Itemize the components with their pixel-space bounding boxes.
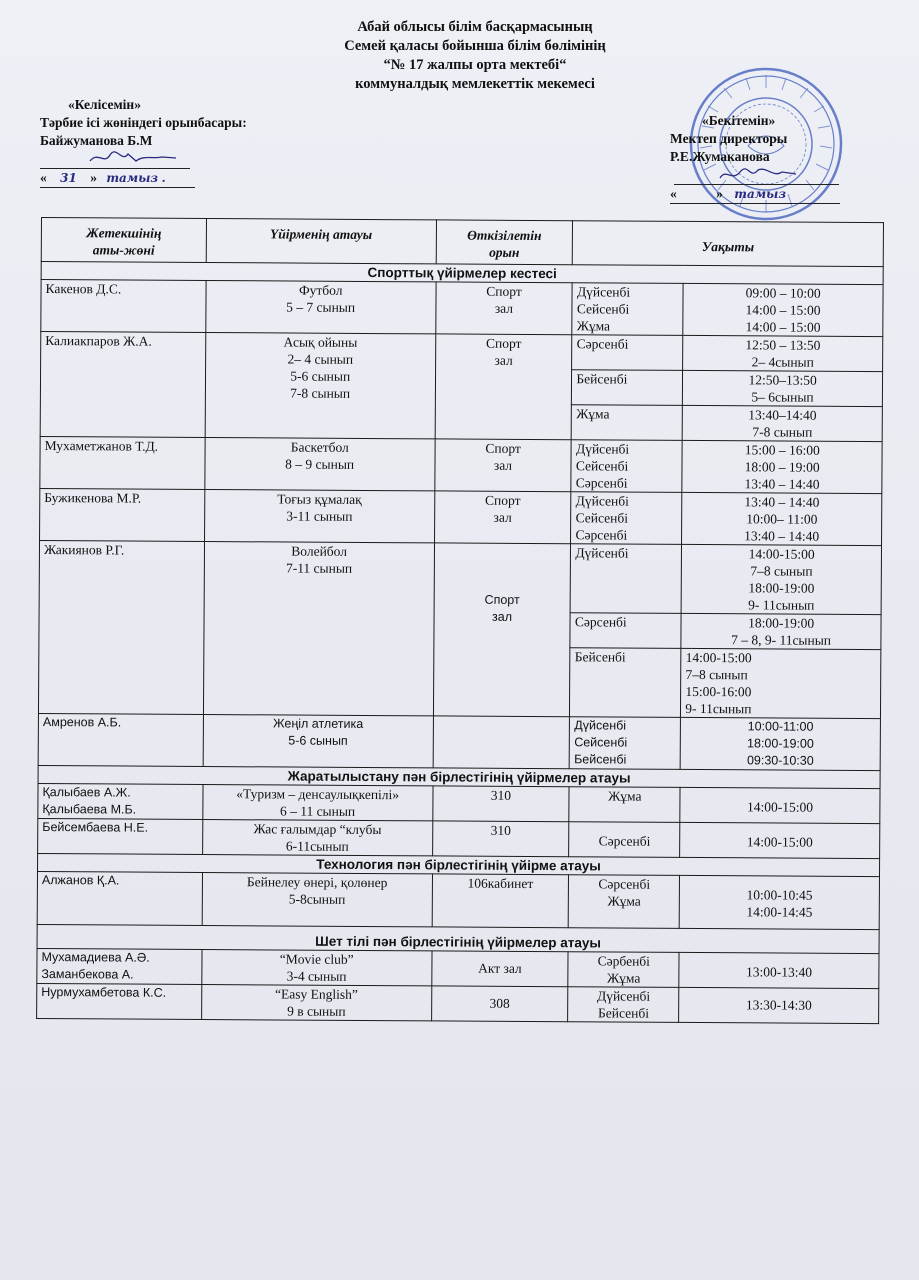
leader-cell: Какенов Д.С. bbox=[41, 280, 206, 333]
days-cell: Бейсенбі bbox=[572, 370, 683, 406]
time-cell: 13:30-14:30 bbox=[679, 987, 879, 1023]
days-cell: Дүйсенбі bbox=[571, 544, 682, 614]
table-row bbox=[39, 540, 881, 614]
deputy-date: « 31 » тамыз . bbox=[40, 169, 195, 188]
director-name: Р.Е.Жумаканова bbox=[670, 149, 770, 164]
date-month: тамыз bbox=[106, 171, 159, 185]
days-cell: Бейсенбі bbox=[570, 648, 681, 718]
club-cell: Бейнелеу өнері, қолөнер 5-8сынып bbox=[202, 872, 432, 926]
place-cell bbox=[433, 716, 570, 769]
leader-cell: Амренов А.Б. bbox=[38, 713, 203, 766]
days-cell: Дүйсенбі Сейсенбі Сәрсенбі bbox=[571, 440, 682, 493]
club-cell: Жас ғалымдар “клубы 6-11сынып bbox=[202, 819, 432, 855]
days-cell: Дүйсенбі Сейсенбі Жұма bbox=[572, 283, 683, 336]
time-cell: 10:00-11:00 18:00-19:00 09:30-10:30 bbox=[680, 717, 880, 770]
table-row bbox=[37, 948, 879, 988]
time-cell: 10:00-10:45 14:00-14:45 bbox=[679, 875, 879, 929]
leader-cell: Бужикенова М.Р. bbox=[40, 488, 205, 541]
leader-cell: Қалыбаев А.Ж. Қалыбаева М.Б. bbox=[38, 783, 203, 819]
days-cell: Жұма bbox=[569, 787, 680, 823]
agreement-block bbox=[40, 96, 330, 188]
deputy-position: Тәрбие ісі жөніндегі орынбасары: bbox=[40, 115, 247, 130]
header-line-4: коммуналдық мемлекеттік мекемесі bbox=[355, 76, 595, 92]
club-cell: Асық ойыны 2– 4 сынып 5-6 сынып 7-8 сынып bbox=[205, 333, 435, 439]
section-science: Жаратылыстану пән бірлестігінің үйірмелер атауы bbox=[38, 765, 880, 788]
approve-label: «Бекітемін» bbox=[702, 113, 776, 128]
place-cell: 310 bbox=[432, 786, 569, 822]
table-row bbox=[37, 871, 879, 929]
agree-label: «Келісемін» bbox=[68, 97, 141, 112]
time-cell: 12:50–13:50 5– 6сынып bbox=[683, 370, 883, 406]
section-sport: Спорттық үйірмелер кестесі bbox=[41, 262, 883, 285]
time-cell: 14:00-15:00 7–8 сынып 15:00-16:00 9- 11сынып bbox=[681, 648, 881, 718]
place-cell: Спорт зал bbox=[434, 491, 571, 544]
time-cell: 13:40–14:40 7-8 сынып bbox=[682, 405, 882, 441]
days-cell: Дүйсенбі Сейсенбі Сәрсенбі bbox=[571, 492, 682, 545]
club-cell: “Movie club” 3-4 сынып bbox=[202, 949, 432, 985]
time-cell: 15:00 – 16:00 18:00 – 19:00 13:40 – 14:40 bbox=[682, 440, 882, 493]
place-cell: 106кабинет bbox=[432, 874, 569, 928]
table-row bbox=[40, 436, 882, 493]
days-cell: Дүйсенбі Сейсенбі Бейсенбі bbox=[570, 717, 681, 770]
leader-cell: Бейсембаева Н.Е. bbox=[38, 818, 203, 854]
deputy-name: Байжуманова Б.М bbox=[40, 133, 153, 148]
header-club: Үйірменің атауы bbox=[206, 219, 436, 264]
header-place: Өткізілетін орын bbox=[436, 220, 573, 265]
section-lang: Шет тілі пән бірлестігінің үйірмелер атауы bbox=[37, 924, 879, 953]
deputy-signature bbox=[40, 152, 190, 169]
place-cell: Акт зал bbox=[431, 951, 568, 987]
time-cell: 12:50 – 13:50 2– 4сынып bbox=[683, 335, 883, 371]
leader-cell: Алжанов Қ.А. bbox=[37, 871, 202, 925]
director-date: « » тамыз bbox=[670, 185, 840, 204]
days-cell: Сәрсенбі bbox=[572, 335, 683, 371]
time-cell: 14:00-15:00 bbox=[680, 822, 880, 858]
date-day bbox=[680, 187, 716, 201]
club-cell: Футбол 5 – 7 сынып bbox=[206, 281, 436, 334]
place-cell: 308 bbox=[431, 986, 568, 1022]
days-cell: Сәрсенбі Жұма bbox=[569, 875, 680, 929]
club-cell: Жеңіл атлетика 5-6 сынып bbox=[203, 715, 433, 768]
place-cell: 310 bbox=[432, 821, 569, 857]
days-cell: Сәрсенбі bbox=[569, 822, 680, 858]
table-header-row bbox=[41, 218, 883, 267]
table-row bbox=[37, 983, 879, 1023]
leader-cell: Жакиянов Р.Г. bbox=[38, 540, 204, 714]
place-cell: Спорт зал bbox=[434, 439, 571, 492]
club-cell: Тоғыз құмалақ 3-11 сынып bbox=[204, 490, 434, 543]
time-cell: 14:00-15:00 bbox=[680, 787, 880, 823]
table-row bbox=[38, 713, 880, 770]
days-cell: Сәрбенбі Жұма bbox=[568, 952, 679, 988]
leader-cell: Мухамадиева А.Ә. Заманбекова А. bbox=[37, 948, 202, 984]
club-cell: Баскетбол 8 – 9 сынып bbox=[205, 438, 435, 491]
leader-cell: Нурмухамбетова К.С. bbox=[37, 983, 202, 1019]
date-day: 31 bbox=[60, 171, 77, 185]
signature-scribble-icon bbox=[718, 164, 798, 184]
approval-block bbox=[670, 112, 900, 204]
time-cell: 13:00-13:40 bbox=[679, 952, 879, 988]
header-line-2: Семей қаласы бойынша білім бөлімінің bbox=[344, 38, 606, 54]
table-row bbox=[38, 818, 880, 858]
document-header bbox=[240, 18, 710, 94]
date-month: тамыз bbox=[734, 187, 786, 201]
table-row bbox=[40, 488, 882, 545]
header-line-3: “№ 17 жалпы орта мектебі“ bbox=[383, 57, 567, 73]
leader-cell: Мухаметжанов Т.Д. bbox=[40, 436, 205, 489]
table-row bbox=[38, 783, 880, 823]
place-cell: Спорт зал bbox=[435, 282, 572, 335]
time-cell: 14:00-15:00 7–8 сынып 18:00-19:00 9- 11сынып bbox=[681, 544, 881, 614]
club-cell: “Easy English” 9 в сынып bbox=[201, 984, 431, 1020]
table-row bbox=[41, 332, 883, 372]
days-cell: Сәрсенбі bbox=[570, 613, 681, 649]
header-leader: Жетекшінің аты-жөні bbox=[41, 218, 206, 263]
days-cell: Дүйсенбі Бейсенбі bbox=[568, 987, 679, 1023]
days-cell: Жұма bbox=[572, 405, 683, 441]
club-cell: «Туризм – денсаулықкепілі» 6 – 11 сынып bbox=[203, 784, 433, 820]
club-cell: Волейбол 7-11 сынып bbox=[203, 542, 434, 716]
place-cell: Спорт зал bbox=[433, 543, 571, 717]
clubs-schedule-table bbox=[36, 217, 884, 1024]
table-row bbox=[41, 280, 883, 337]
signature-scribble-icon bbox=[88, 149, 178, 167]
time-cell: 18:00-19:00 7 – 8, 9- 11сынып bbox=[681, 613, 881, 649]
leader-cell: Калиакпаров Ж.А. bbox=[40, 332, 205, 438]
section-tech: Технология пән бірлестігінің үйірме атауы bbox=[38, 853, 880, 876]
header-line-1: Абай облысы білім басқармасының bbox=[357, 19, 593, 35]
place-cell: Спорт зал bbox=[435, 334, 572, 440]
director-position: Мектеп директоры bbox=[670, 131, 788, 146]
time-cell: 13:40 – 14:40 10:00– 11:00 13:40 – 14:40 bbox=[682, 492, 882, 545]
director-signature bbox=[674, 168, 839, 185]
header-time: Уақыты bbox=[573, 221, 884, 267]
time-cell: 09:00 – 10:00 14:00 – 15:00 14:00 – 15:00 bbox=[683, 283, 883, 336]
